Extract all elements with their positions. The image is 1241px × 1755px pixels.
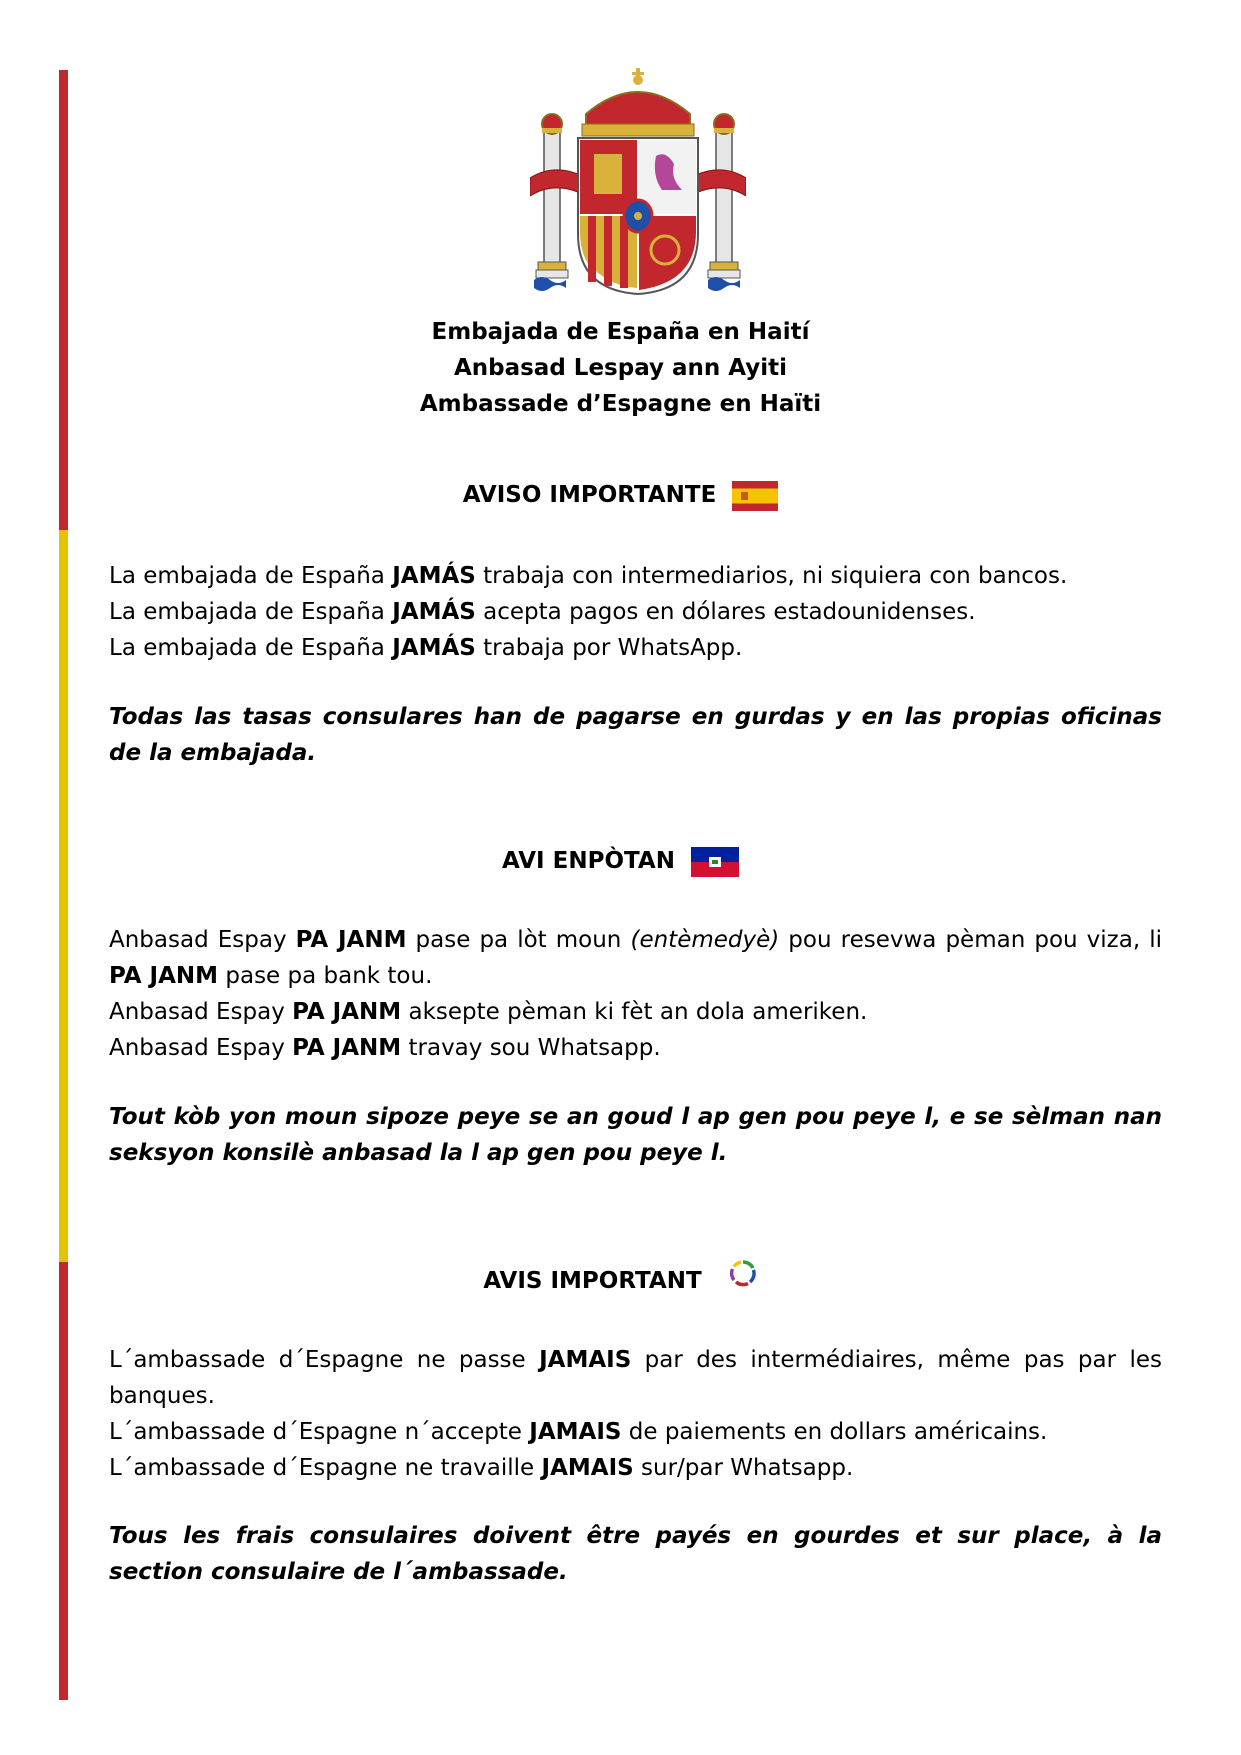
list-item: Anbasad Espay PA JANM aksepte pèman ki fèt an dola ameriken. xyxy=(109,999,868,1025)
sidebar-red-top xyxy=(59,70,68,530)
haiti-flag-icon xyxy=(691,847,739,877)
spain-flag-icon xyxy=(732,481,778,511)
embassy-header xyxy=(0,314,1241,422)
list-item: La embajada de España JAMÁS trabaja con intermediarios, ni siquiera con bancos. xyxy=(109,563,1068,589)
sidebar-yellow xyxy=(59,530,68,1262)
section-body-es xyxy=(109,558,1162,666)
pillar-right xyxy=(698,114,746,291)
section-title-ht: AVI ENPÒTAN xyxy=(0,846,1241,877)
pillar-left xyxy=(530,114,578,291)
crown xyxy=(582,68,694,136)
header-line-ht: Anbasad Lespay ann Ayiti xyxy=(453,355,788,381)
shield xyxy=(578,138,698,294)
section-title-fr: AVIS IMPORTANT xyxy=(0,1266,1241,1296)
list-item: L´ambassade d´Espagne ne passe JAMAIS par des intermédiaires, même pas par les banques. xyxy=(109,1347,1163,1409)
section-note-ht: Tout kòb yon moun sipoze peye se an goud l ap gen pou peye l, e se sèlman nan seksyon konsilè anbasad la l ap gen pou peye l. xyxy=(109,1104,1162,1166)
header-line-fr: Ambassade d’Espagne en Haïti xyxy=(419,391,822,417)
list-item: Anbasad Espay PA JANM pase pa lòt moun (entèmedyè) pou resevwa pèman pou viza, li PA JANM pase pa bank tou. xyxy=(109,927,1163,989)
section-body-ht xyxy=(109,922,1162,1066)
section-note-fr: Tous les frais consulaires doivent être payés en gourdes et sur place, à la section consulaire de l´ambassade. xyxy=(109,1523,1162,1585)
section-body-fr xyxy=(109,1342,1162,1486)
list-item: L´ambassade d´Espagne n´accepte JAMAIS de paiements en dollars américains. xyxy=(109,1419,1048,1445)
list-item: L´ambassade d´Espagne ne travaille JAMAIS sur/par Whatsapp. xyxy=(109,1455,854,1481)
list-item: Anbasad Espay PA JANM travay sou Whatsapp. xyxy=(109,1035,661,1061)
list-item: La embajada de España JAMÁS trabaja por WhatsApp. xyxy=(109,635,743,661)
section-title-es: AVISO IMPORTANTE xyxy=(0,480,1241,511)
francophonie-logo-icon xyxy=(728,1258,758,1288)
spain-coat-of-arms-icon xyxy=(530,66,746,300)
section-note-es: Todas las tasas consulares han de pagarse en gurdas y en las propias oficinas de la embajada. xyxy=(109,704,1162,766)
list-item: La embajada de España JAMÁS acepta pagos en dólares estadounidenses. xyxy=(109,599,976,625)
header-line-es: Embajada de España en Haití xyxy=(431,319,810,345)
sidebar-red-bottom xyxy=(59,1262,68,1700)
